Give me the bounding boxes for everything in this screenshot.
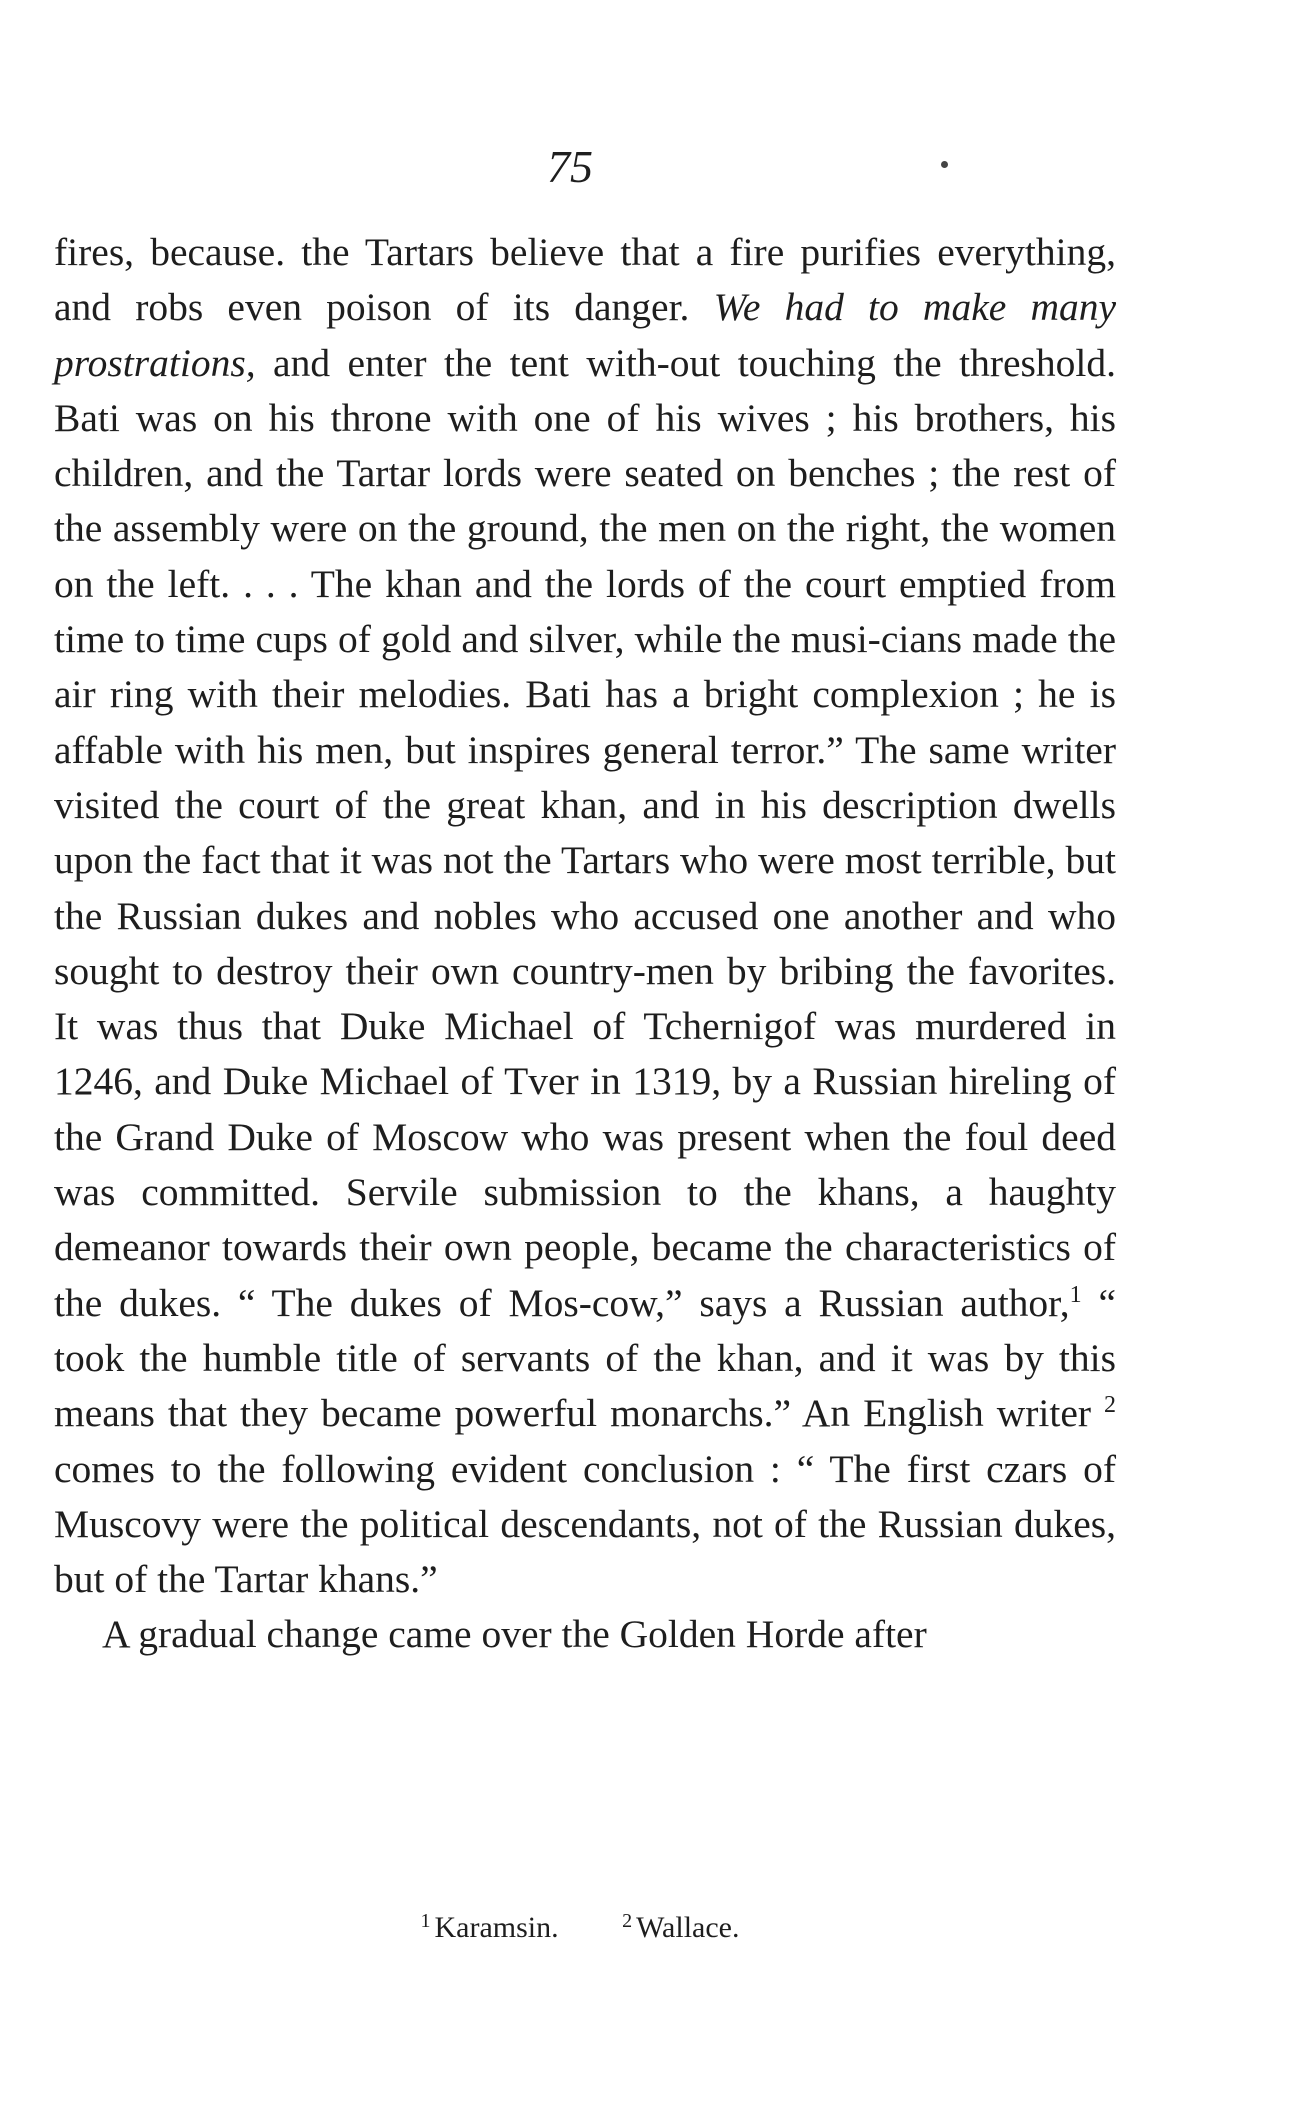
footnote-reference-1: 1 (1069, 1281, 1082, 1308)
paragraph-1-part-3: “ took the humble title of servants of the khan, and it was by this means that they became powerful monarchs.” An English writer (54, 1280, 1116, 1436)
print-speck (941, 161, 948, 168)
italic-phrase: We had to make many prostrations, (54, 285, 1117, 385)
footnote-2-text: Wallace. (636, 1911, 740, 1944)
page-number: 75 (547, 141, 593, 192)
paragraph-1-part-2: and enter the tent with-out touching the threshold. Bati was on his throne with one of his wives ; his brothers, his children, and the Tartar lords were seated on benches ; the rest of the assembly were on the ground, the men on the right, the women on the left. . . . The khan and the lords of the court emptied from time to time cups of gold and silver, while the musi-cians made the air ring with their melodies. Bati has a bright complexion ; he is affable with his men, but inspires general terror.” The same writer visited the court of the great khan, and in his description dwells upon the fact that it was not the Tartars who were most terrible, but the Russian dukes and nobles who accused one another and who sought to destroy their own country-men by bribing the favorites. It was thus that Duke Michael of Tchernigof was murdered in 1246, and Duke Michael of Tver in 1319, by a Russian hireling of the Grand Duke of Moscow who was present when the foul deed was committed. Servile submission to the khans, a haughty demeanor towards their own people, became the characteristics of the dukes. “ The dukes of Mos-cow,” says a Russian author, (54, 340, 1116, 1325)
footnote-1-text: Karamsin. (434, 1911, 559, 1944)
footnote-2-mark: 2 (622, 1910, 633, 1932)
body-text (54, 225, 1116, 1663)
footnote-2 (622, 1910, 739, 1945)
footnote-1-mark: 1 (420, 1910, 431, 1932)
footnote-1 (421, 1910, 559, 1945)
paragraph-1-part-1: fires, because. the Tartars believe that a fire purifies everything, and robs even poison of its danger. (54, 230, 1116, 330)
paragraph-1 (54, 225, 1116, 1607)
footnote-reference-2: 2 (1104, 1392, 1116, 1419)
paragraph-1-part-4: comes to the following evident conclusion : “ The first czars of Muscovy were the political descendants, not of the Russian dukes, but of the Tartar khans.” (54, 1446, 1116, 1602)
paragraph-2: A gradual change came over the Golden Horde after (102, 1612, 927, 1657)
footnotes (0, 1910, 1160, 1945)
